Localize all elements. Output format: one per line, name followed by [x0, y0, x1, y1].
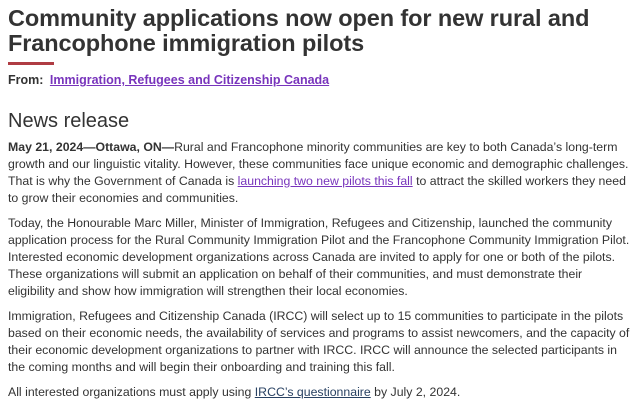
intro-text-b: to attract the skilled workers they need to grow their economies and communities.: [8, 174, 626, 205]
department-link[interactable]: Immigration, Refugees and Citizenship Canada: [49, 73, 330, 87]
paragraph-deadline: [8, 384, 632, 401]
paragraph-intro: [8, 139, 632, 207]
paragraph-announcement: Today, the Honourable Marc Miller, Minister of Immigration, Refugees and Citizenship, launched the community application process for the Rural Community Immigration Pilot and the Francophone Community Immigration Pilot. Interested economic development organizations across Canada are invited to apply for one or both of the pilots. These organizations will submit an application on behalf of their communities, and must demonstrate their eligibility and show how immigration will strengthen their local economies.: [8, 216, 630, 298]
dateline: May 21, 2024—Ottawa, ON—: [8, 140, 175, 154]
deadline-text-b: by July 2, 2024.: [370, 385, 461, 399]
pilots-link[interactable]: launching two new pilots this fall: [237, 174, 413, 188]
section-heading: News release: [8, 110, 130, 132]
from-label: From:: [8, 73, 44, 87]
paragraph-selection: Immigration, Refugees and Citizenship Canada (IRCC) will select up to 15 communities to participate in the pilots based on their economic needs, the availability of services and programs to assist newcomers, and the capacity of their economic development organizations to partner with IRCC. IRCC will announce the selected participants in the coming months and will begin their onboarding and training this fall.: [8, 309, 630, 374]
questionnaire-link[interactable]: IRCC’s questionnaire: [254, 385, 371, 399]
deadline-text-a: All interested organizations must apply using: [8, 385, 255, 399]
from-line: [8, 72, 632, 88]
intro-text-a: Rural and Francophone minority communities are key to both Canada’s long-term growth and our linguistic vitality. However, these communities face unique economic and demographic challenges. That is why the Government of Canada is: [8, 140, 629, 188]
page-title: Community applications now open for new rural and Francophone immigration pilots: [8, 5, 590, 56]
title-underline-rule: [8, 62, 54, 65]
